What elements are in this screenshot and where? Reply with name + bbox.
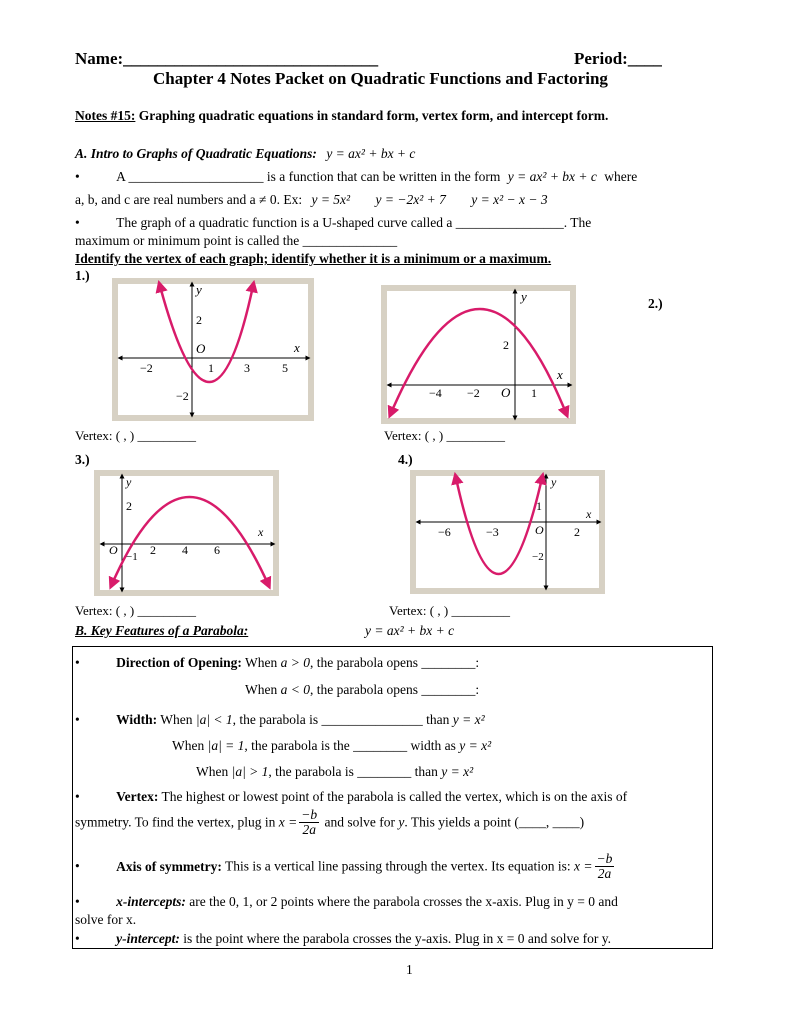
origin-label: O [535,523,544,537]
vertex-formula-fraction [299,808,319,837]
feature-direction-2 [245,682,479,698]
feature-width-1 [75,712,485,728]
feature-y-intercept [75,931,611,947]
bullet-1-equation: y = ax² + bx + c [507,169,597,184]
tick-5: 5 [282,361,288,375]
x-label: x [258,525,264,539]
x-label: x [586,507,592,521]
page-number: 1 [406,962,413,977]
direction-label: Direction of Opening: [116,655,242,670]
graph-1-number: 1.) [75,268,90,283]
feature-symmetry [75,808,584,837]
tick-2-y: 2 [126,499,132,513]
graph-4-vertex-answer[interactable]: Vertex: ( , ) _________ [389,603,510,618]
tick-2: 2 [574,525,580,539]
example-2: y = −2x² + 7 [375,192,446,207]
width-cond-1: |a| < 1 [195,712,233,727]
width-cond-3: |a| > 1 [231,764,269,779]
bullet-dot: • [75,712,80,727]
section-b-equation: y = ax² + bx + c [365,623,455,638]
x-label: x [557,367,563,382]
example-3: y = x² − x − 3 [471,192,548,207]
width-cond-2: |a| = 1 [207,738,245,753]
y-intercept-label: y-intercept: [116,931,180,946]
width-when-2: When [172,738,208,753]
width-text-3: , the parabola is ________ than [268,764,442,779]
parabola-curve [160,286,253,382]
direction-cond-1: a > 0 [280,655,310,670]
direction-text-1: , the parabola opens ________: [309,655,480,670]
tick-neg2: −2 [532,551,544,563]
tick-neg2-y: −2 [176,389,189,403]
bullet-2 [75,215,591,231]
feature-width-3 [196,764,473,780]
symmetry-y: y [398,814,405,830]
x-intercepts-label: x-intercepts: [116,894,186,909]
direction-text-2: , the parabola opens ________: [309,682,480,697]
width-when-3: When [196,764,232,779]
section-a-heading [75,146,415,162]
feature-axis [75,852,616,881]
bullet-dot: • [75,169,80,184]
graph-2-vertex-answer[interactable]: Vertex: ( , ) _________ [384,428,505,443]
direction-when-2: When [245,682,281,697]
period-field[interactable]: Period:____ [574,49,662,68]
y-label: y [196,282,202,297]
y-intercept-text: is the point where the parabola crosses the y-axis. Plug in x = 0 and solve for y. [179,931,611,946]
graph-4 [410,470,605,594]
feature-direction-1 [75,655,479,671]
axis-label: Axis of symmetry: [116,858,222,874]
feature-x-intercepts [75,894,618,910]
bullet-dot: • [75,655,80,670]
width-eq-3: y = x² [441,764,474,779]
axis-formula-fraction [595,852,615,881]
fraction-denominator: 2a [302,822,316,838]
bullet-2-text: The graph of a quadratic function is a U-shaped curve called a ________________. The [116,215,592,230]
feature-vertex [75,789,627,805]
width-eq-1: y = x² [452,712,485,727]
symmetry-text: symmetry. To find the vertex, plug in [75,814,279,830]
tick-3: 3 [244,361,250,375]
direction-when: When [241,655,281,670]
section-a-equation: y = ax² + bx + c [326,146,416,161]
tick-neg3: −3 [486,525,499,539]
bullet-1 [75,169,637,185]
identify-instruction: Identify the vertex of each graph; identify whether it is a minimum or a maximum. [75,251,552,266]
tick-2: 2 [503,338,509,352]
width-eq-2: y = x² [459,738,492,753]
section-b-heading: B. Key Features of a Parabola: [75,623,249,638]
graph-3-vertex-answer[interactable]: Vertex: ( , ) _________ [75,603,196,618]
bullet-1-text: A ____________________ is a function that can be written in the form [116,169,501,184]
examples-intro: a, b, and c are real numbers and a ≠ 0. Ex: [75,192,303,207]
y-label: y [551,475,557,489]
name-field[interactable]: Name:______________________________ [75,49,379,68]
x-intercepts-text: are the 0, 1, or 2 points where the parabola crosses the x-axis. Plug in y = 0 and [185,894,618,909]
fraction-denominator: 2a [597,866,612,882]
notes-text: Graphing quadratic equations in standard form, vertex form, and intercept form. [135,108,609,123]
tick-2: 2 [150,543,156,557]
width-text-1: , the parabola is _______________ than [232,712,453,727]
notes-heading [75,108,608,124]
graph-3 [94,470,279,596]
tick-1: 1 [536,499,542,513]
examples-line [75,192,548,208]
tick-neg6: −6 [438,525,451,539]
bullet-dot: • [75,894,80,909]
axis-text: This is a vertical line passing through the vertex. Its equation is: [221,858,575,874]
direction-cond-2: a < 0 [280,682,310,697]
y-label: y [521,289,527,304]
tick-neg2: −2 [467,386,480,400]
tick-neg1: −1 [126,551,138,563]
fraction-numerator: −b [301,807,318,822]
graph-3-number: 3.) [75,452,90,467]
notes-label: Notes #15: [75,108,136,123]
feature-x-intercepts-cont: solve for x. [75,912,137,927]
example-1: y = 5x² [311,192,351,207]
bullet-dot: • [75,858,80,874]
vertex-text: The highest or lowest point of the parabola is called the vertex, which is on the axis of [158,789,628,804]
tick-1: 1 [531,386,537,400]
bullet-dot: • [75,931,80,946]
fraction-numerator: −b [596,851,613,866]
parabola-curve [112,497,268,584]
symmetry-x: x = [278,814,298,830]
tick-neg2-x: −2 [140,361,153,375]
symmetry-point: . This yields a point (____, ____) [404,814,585,830]
graph-1-vertex-answer[interactable]: Vertex: ( , ) _________ [75,428,196,443]
graph-2-number: 2.) [648,296,663,311]
y-label: y [126,475,132,489]
section-a-title: A. Intro to Graphs of Quadratic Equations: [75,146,317,161]
feature-width-2 [172,738,491,754]
bullet-1-where: where [604,169,638,184]
page-title: Chapter 4 Notes Packet on Quadratic Functions and Factoring [153,69,608,88]
parabola-curve [456,478,542,574]
vertex-label: Vertex: [116,789,159,804]
tick-1: 1 [208,361,214,375]
symmetry-solve: and solve for [321,814,399,830]
origin-label: O [501,385,511,400]
origin-label: O [196,341,206,356]
graph-2 [381,285,576,424]
x-label: x [294,340,300,355]
graph-4-number: 4.) [398,452,413,467]
tick-4: 4 [182,543,188,557]
bullet-2-cont: maximum or minimum point is called the ______________ [75,233,398,248]
bullet-dot: • [75,789,80,804]
width-when-1: When [157,712,196,727]
tick-neg4: −4 [429,386,442,400]
bullet-dot: • [75,215,80,230]
width-text-2: , the parabola is the ________ width as [244,738,460,753]
graph-1 [112,278,314,421]
axis-x: x = [574,858,593,874]
tick-6: 6 [214,543,220,557]
width-label: Width: [116,712,158,727]
origin-label: O [109,543,118,557]
tick-2: 2 [196,313,202,327]
